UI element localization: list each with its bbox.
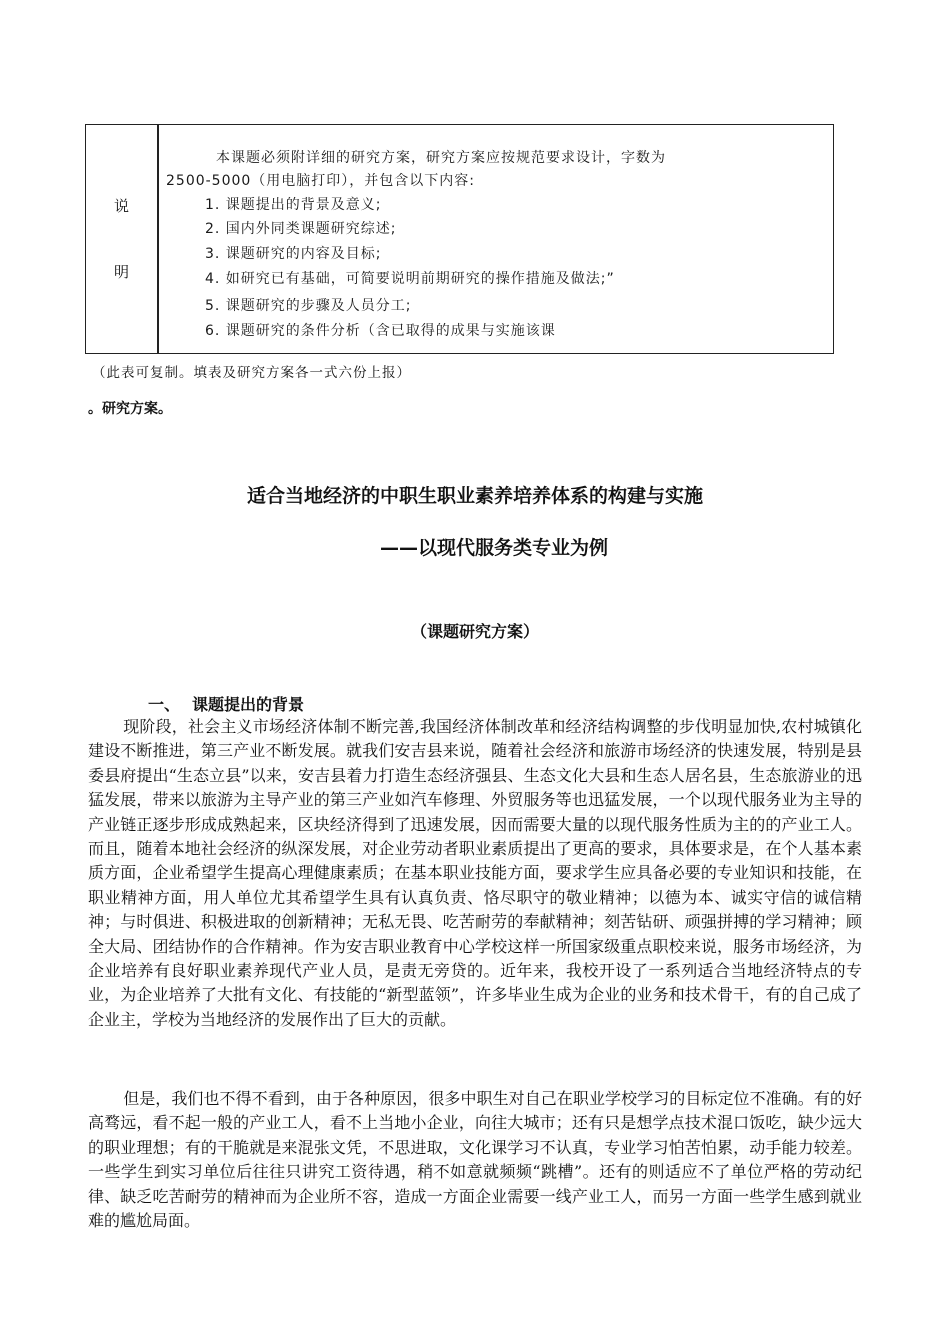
- instruction-line: 3. 课题研究的内容及目标;: [205, 246, 382, 262]
- instruction-line: 2500-5000（用电脑打印），并包含以下内容:: [166, 173, 476, 189]
- table-note: （此表可复制。填表及研究方案各一式六份上报）: [92, 365, 411, 381]
- instruction-line: 1. 课题提出的背景及意义;: [205, 197, 382, 213]
- section-title: 课题提出的背景: [192, 695, 305, 714]
- document-kind: （课题研究方案）: [410, 622, 539, 641]
- instruction-line: 2. 国内外同类课题研究综述;: [205, 221, 397, 237]
- instruction-line: 5. 课题研究的步骤及人员分工;: [205, 298, 412, 314]
- document-title: 适合当地经济的中职生职业素养培养体系的构建与实施: [246, 485, 703, 507]
- plan-label: 。研究方案。: [88, 401, 172, 417]
- instruction-line: 本课题必须附详细的研究方案，研究方案应按规范要求设计，字数为: [216, 150, 666, 166]
- instruction-line: 4. 如研究已有基础，可简要说明前期研究的操作措施及做法;”: [205, 271, 615, 287]
- side-label-top: 说: [113, 197, 129, 215]
- instruction-line: 6. 课题研究的条件分析（含已取得的成果与实施该课: [205, 323, 556, 339]
- table-divider: [157, 125, 159, 353]
- document-subtitle: ——以现代服务类专业为例: [380, 537, 609, 559]
- side-label-bottom: 明: [113, 263, 129, 281]
- body-paragraph: 但是，我们也不得不看到，由于各种原因，很多中职生对自己在职业学校学习的目标定位不准确。有的好高骛远，看不起一般的产业工人，看不上当地小企业，向往大城市；还有只是想学点技术混口饭吃，缺少远大的职业理想；有的干脆就是来混张文凭，不思进取，文化课学习不认真，专业学习怕苦怕累，动手能力较差。一些学生到实习单位后往往只讲究工资待遇，稍不如意就频频“跳槽”。还有的则适应不了单位严格的劳动纪律、缺乏吃苦耐劳的精神而为企业所不容，造成一方面企业需要一线产业工人，而另一方面一些学生感到就业难的尴尬局面。: [88, 1089, 862, 1231]
- section-number: 一、: [148, 695, 181, 714]
- body-paragraph: 现阶段，社会主义市场经济体制不断完善,我国经济体制改革和经济结构调整的步伐明显加快,农村城镇化建设不断推进，第三产业不断发展。就我们安吉县来说，随着社会经济和旅游市场经济的快速发展，特别是县委县府提出“生态立县”以来，安吉县着力打造生态经济强县、生态文化大县和生态人居名县，生态旅游业的迅猛发展，带来以旅游为主导产业的第三产业如汽车修理、外贸服务等也迅猛发展，一个以现代服务业为主导的产业链正逐步形成成熟起来，区块经济得到了迅速发展，因而需要大量的以现代服务性质为主的的产业工人。而且，随着本地社会经济的纵深发展，对企业劳动者职业素质提出了更高的要求，具体要求是，在个人基本素质方面，企业希望学生提高心理健康素质；在基本职业技能方面，要求学生应具备必要的专业知识和技能，在职业精神方面，用人单位尤其希望学生具有认真负责、恪尽职守的敬业精神；以德为本、诚实守信的诚信精神；与时俱进、积极进取的创新精神；无私无畏、吃苦耐劳的奉献精神；刻苦钻研、顽强拼搏的学习精神；顾全大局、团结协作的合作精神。作为安吉职业教育中心学校这样一所国家级重点职校来说，服务市场经济，为企业培养有良好职业素养现代产业人员，是责无旁贷的。近年来，我校开设了一系列适合当地经济特点的专业，为企业培养了大批有文化、有技能的“新型蓝领”，许多毕业生成为企业的业务和技术骨干，有的自己成了企业主，学校为当地经济的发展作出了巨大的贡献。: [88, 717, 862, 1029]
- section-heading: [148, 692, 304, 715]
